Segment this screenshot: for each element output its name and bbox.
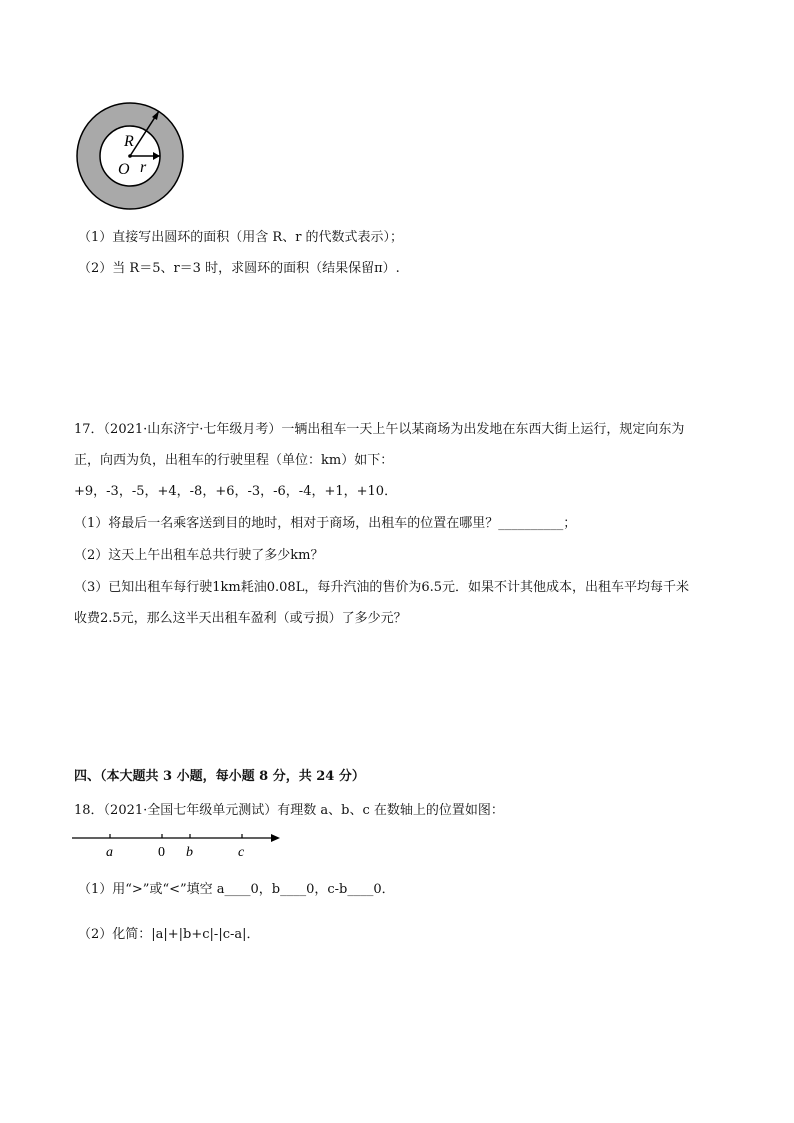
q17-part2: （2）这天上午出租车总共行驶了多少km？ (74, 548, 324, 563)
label-b: b (186, 845, 193, 860)
q17-stem-line2: 正，向西为负，出租车的行驶里程（单位：km）如下： (74, 453, 394, 468)
annulus-figure (74, 100, 186, 212)
number-line-arrowhead (271, 834, 280, 842)
q18-part2: （2）化简：|a|+|b+c|-|c-a|． (78, 927, 260, 942)
label-r: r (140, 159, 147, 176)
q17-part1: （1）将最后一名乘客送到目的地时，相对于商场，出租车的位置在哪里？__________； (74, 516, 577, 531)
q16-part2: （2）当 R＝5、r＝3 时，求圆环的面积（结果保留π）. (78, 261, 400, 276)
q16-part1: （1）直接写出圆环的面积（用含 R、r 的代数式表示）； (78, 230, 404, 245)
q18-stem: 18．（2021·全国七年级单元测试）有理数 a、b、c 在数轴上的位置如图： (74, 803, 504, 818)
section4-heading: 四、（本大题共 3 小题，每小题 8 分，共 24 分） (74, 769, 365, 784)
label-c: c (238, 845, 245, 860)
number-line-figure (70, 828, 285, 864)
q17-stem-line1: 17．（2021·山东济宁·七年级月考）一辆出租车一天上午以某商场为出发地在东西大街上运行，规定向东为 (74, 422, 685, 437)
q17-part3-line1: （3）已知出租车每行驶1km耗油0.08L，每升汽油的售价为6.5元．如果不计其他成本，出租车平均每千米 (74, 580, 689, 595)
q18-part1: （1）用“>”或“<”填空 a____0，b____0，c-b____0． (78, 882, 395, 897)
q17-part3-line2: 收费2.5元，那么这半天出租车盈利（或亏损）了多少元？ (74, 611, 407, 626)
q17-mileage: +9，-3，-5，+4，-8，+6，-3，-6，-4，+1，+10． (74, 484, 398, 499)
label-a: a (106, 845, 113, 860)
label-O: O (118, 161, 130, 178)
label-zero: 0 (158, 845, 165, 860)
center-point (128, 154, 132, 158)
label-R: R (124, 133, 134, 150)
